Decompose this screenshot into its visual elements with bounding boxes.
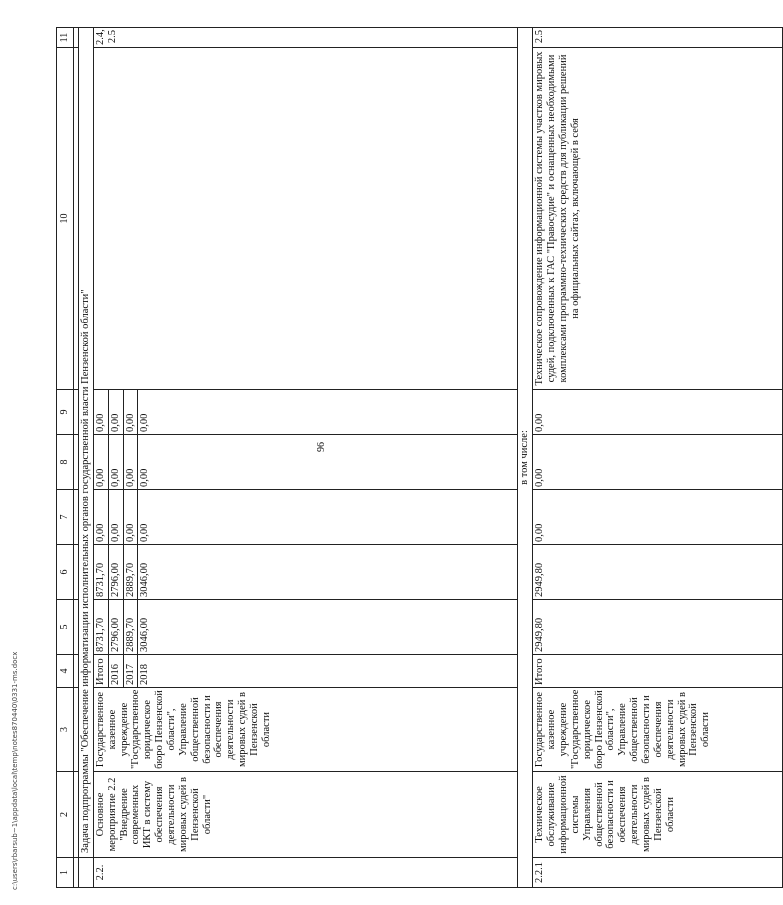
task-title: Задача подпрограммы "Обеспечение информатизации исполнительных органов государственной власти Пензенской области" [79,28,94,858]
value-col5: 2949,80 [533,600,783,655]
value-col8: 0,00 [108,435,123,490]
column-number: 2 [57,772,74,858]
indicator-refs: 2.5 [533,28,783,48]
value-col5: 8731,70 [93,600,108,655]
column-number: 4 [57,655,74,688]
year-cell: Итого [533,655,783,688]
value-col7: 0,00 [138,490,518,545]
value-col6: 2796,00 [108,545,123,600]
year-cell: 2017 [123,655,138,688]
row-number: 2.2.1 [533,858,783,888]
value-col5: 2889,70 [123,600,138,655]
value-col6: 2889,70 [123,545,138,600]
column-number: 1 [57,858,74,888]
column-number: 10 [57,48,74,390]
column-number: 5 [57,600,74,655]
including-label: в том числе: [518,28,533,888]
indicator-refs: 2.4, 2.5 [93,28,518,48]
column-number: 7 [57,490,74,545]
column-number: 3 [57,688,74,772]
value-col8: 0,00 [533,435,783,490]
value-col8: 0,00 [93,435,108,490]
measure-name: Основное мероприятие 2.2 "Внедрение современных ИКТ в систему обеспечения деятельности мировых судей в Пензенской области" [93,772,518,858]
table-row-2-2-total [93,28,108,888]
value-col5: 2796,00 [108,600,123,655]
row-number: 2.2. [93,858,518,888]
value-col7: 0,00 [123,490,138,545]
budget-table-rotated [56,28,712,888]
column-number: 9 [57,390,74,435]
column-number-row [57,28,74,888]
year-cell: 2018 [138,655,518,688]
value-col9: 0,00 [123,390,138,435]
column-number: 11 [57,28,74,48]
column-number: 8 [57,435,74,490]
value-col9: 0,00 [138,390,518,435]
executor: Государственное казенное учреждение "Государственное юридическое бюро Пензенской области", Управление общественной безопасности и обеспечения деятельности мировых судей в Пензенской области [533,688,783,772]
value-col9: 0,00 [533,390,783,435]
measure-name: Техническое обслуживание информационной системы Управления общественной безопасности и обеспечения деятельности мировых судей в Пензенской области [533,772,783,858]
value-col8: 0,00 [138,435,518,490]
year-cell: Итого [93,655,108,688]
file-path-footer: c:\users\rbarsub~1\appdata\local\temp\notes870440\0331-ms.docx [11,651,19,890]
including-row [518,28,533,888]
value-col9: 0,00 [93,390,108,435]
value-col7: 0,00 [533,490,783,545]
page-number: 96 [316,442,327,452]
value-col6: 2949,80 [533,545,783,600]
value-col6: 8731,70 [93,545,108,600]
result-description: Техническое сопровождение информационной системы участков мировых судей, подключенных к ГАС "Правосудие" и оснащенных необходимыми комплексами программно-технических средств для публикации решений на официальных сайтах, включающей в себя [533,48,783,390]
value-col8: 0,00 [123,435,138,490]
column-number: 6 [57,545,74,600]
year-cell: 2016 [108,655,123,688]
value-col7: 0,00 [108,490,123,545]
budget-table [56,27,783,888]
task-title-row [79,28,94,888]
result-description [93,48,518,390]
value-col7: 0,00 [93,490,108,545]
value-col5: 3046,00 [138,600,518,655]
executor: Государственное казенное учреждение "Государственное юридическое бюро Пензенской области", Управление общественной безопасности и обеспечения деятельности мировых судей в Пензенской области [93,688,518,772]
table-row-2-2-1 [533,28,783,888]
value-col9: 0,00 [108,390,123,435]
value-col6: 3046,00 [138,545,518,600]
